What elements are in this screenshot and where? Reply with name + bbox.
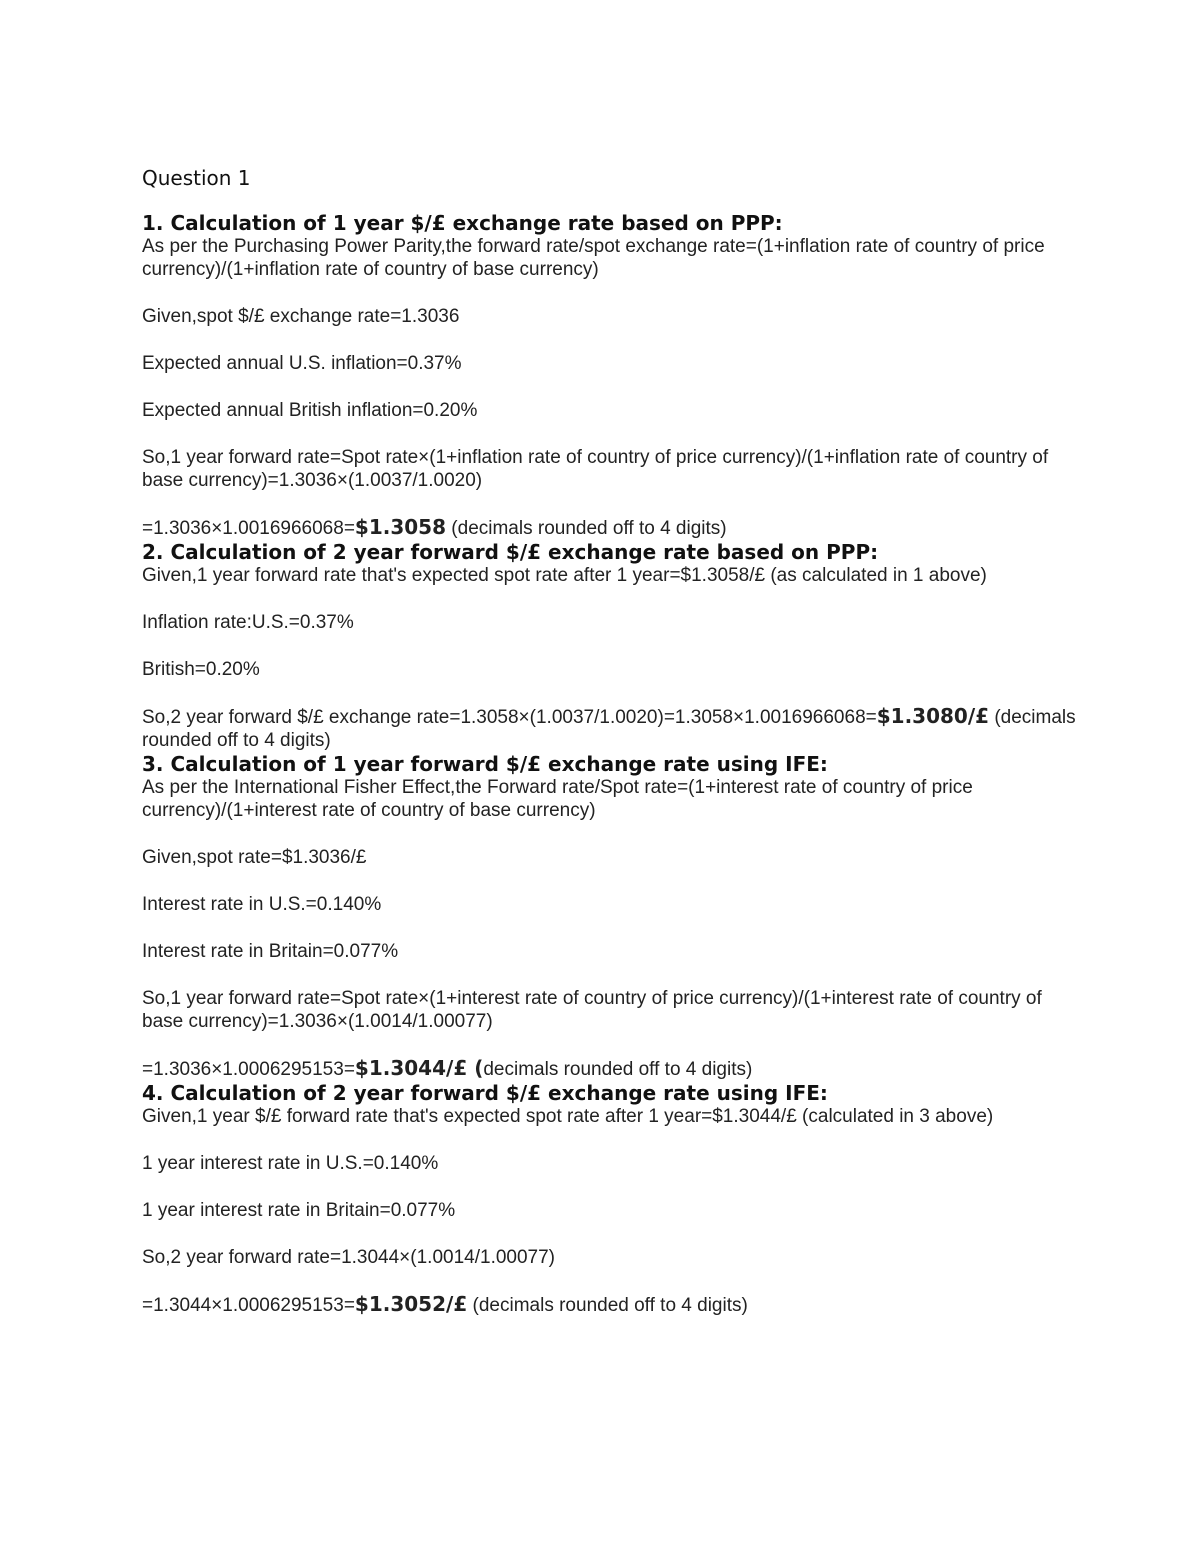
section-1-result-note: (decimals rounded off to 4 digits) xyxy=(446,518,727,539)
section-2-heading: 2. Calculation of 2 year forward $/£ exchange rate based on PPP: xyxy=(142,540,879,564)
section-1-result xyxy=(142,516,1082,540)
section-2-result xyxy=(142,705,1082,752)
section-2-inflation-uk: British=0.20% xyxy=(142,659,260,680)
section-3-result xyxy=(142,1057,1082,1081)
section-4-result xyxy=(142,1293,1082,1317)
section-1-given: Given,spot $/£ exchange rate=1.3036 xyxy=(142,306,460,327)
section-1-formula: So,1 year forward rate=Spot rate×(1+inflation rate of country of price currency)/(1+inflation rate of country of base currency)=1.3036×(1.0037/1.0020) xyxy=(142,447,1049,491)
section-2-result-note: (decimals rounded off to 4 digits) xyxy=(142,707,1076,751)
section-1-heading: 1. Calculation of 1 year $/£ exchange rate based on PPP: xyxy=(142,211,783,235)
section-3-given: Given,spot rate=$1.3036/£ xyxy=(142,847,367,868)
section-3-result-calc: =1.3036×1.0006295153= xyxy=(142,1059,355,1080)
section-2-inflation-us: Inflation rate:U.S.=0.37% xyxy=(142,612,354,633)
section-1-result-calc: =1.3036×1.0016966068= xyxy=(142,518,355,539)
section-3-uk-rate: Interest rate in Britain=0.077% xyxy=(142,941,399,962)
section-1-result-value: $1.3058 xyxy=(354,515,447,539)
section-3-result-value: $1.3044/£ ( xyxy=(354,1056,484,1080)
section-1-intro: As per the Purchasing Power Parity,the forward rate/spot exchange rate=(1+inflation rate of country of price currency)/(1+inflation rate of country of base currency) xyxy=(142,236,1045,280)
section-4-given: Given,1 year $/£ forward rate that's expected spot rate after 1 year=$1.3044/£ (calculated in 3 above) xyxy=(142,1106,994,1127)
section-2-result-value: $1.3080/£ xyxy=(876,704,990,728)
section-4-result-note: (decimals rounded off to 4 digits) xyxy=(467,1295,748,1316)
section-3-us-rate: Interest rate in U.S.=0.140% xyxy=(142,894,382,915)
section-3-heading: 3. Calculation of 1 year forward $/£ exchange rate using IFE: xyxy=(142,752,828,776)
section-1-uk-inflation: Expected annual British inflation=0.20% xyxy=(142,400,478,421)
section-4-uk-rate: 1 year interest rate in Britain=0.077% xyxy=(142,1200,456,1221)
section-3-intro: As per the International Fisher Effect,the Forward rate/Spot rate=(1+interest rate of country of price currency)/(1+interest rate of country of base currency) xyxy=(142,777,973,821)
section-1-us-inflation: Expected annual U.S. inflation=0.37% xyxy=(142,353,462,374)
section-4-us-rate: 1 year interest rate in U.S.=0.140% xyxy=(142,1153,439,1174)
question-title: Question 1 xyxy=(142,166,251,190)
section-3-formula: So,1 year forward rate=Spot rate×(1+interest rate of country of price currency)/(1+interest rate of country of base currency)=1.3036×(1.0014/1.00077) xyxy=(142,988,1042,1032)
section-4-result-calc: =1.3044×1.0006295153= xyxy=(142,1295,355,1316)
section-2-result-calc: So,2 year forward $/£ exchange rate=1.3058×(1.0037/1.0020)=1.3058×1.0016966068= xyxy=(142,707,877,728)
document-body xyxy=(142,164,1082,1317)
section-4-formula: So,2 year forward rate=1.3044×(1.0014/1.00077) xyxy=(142,1247,556,1268)
section-4-heading: 4. Calculation of 2 year forward $/£ exchange rate using IFE: xyxy=(142,1081,828,1105)
section-4-result-value: $1.3052/£ xyxy=(354,1292,468,1316)
section-2-given: Given,1 year forward rate that's expected spot rate after 1 year=$1.3058/£ (as calculated in 1 above) xyxy=(142,565,987,586)
section-3-result-note: decimals rounded off to 4 digits) xyxy=(483,1059,753,1080)
